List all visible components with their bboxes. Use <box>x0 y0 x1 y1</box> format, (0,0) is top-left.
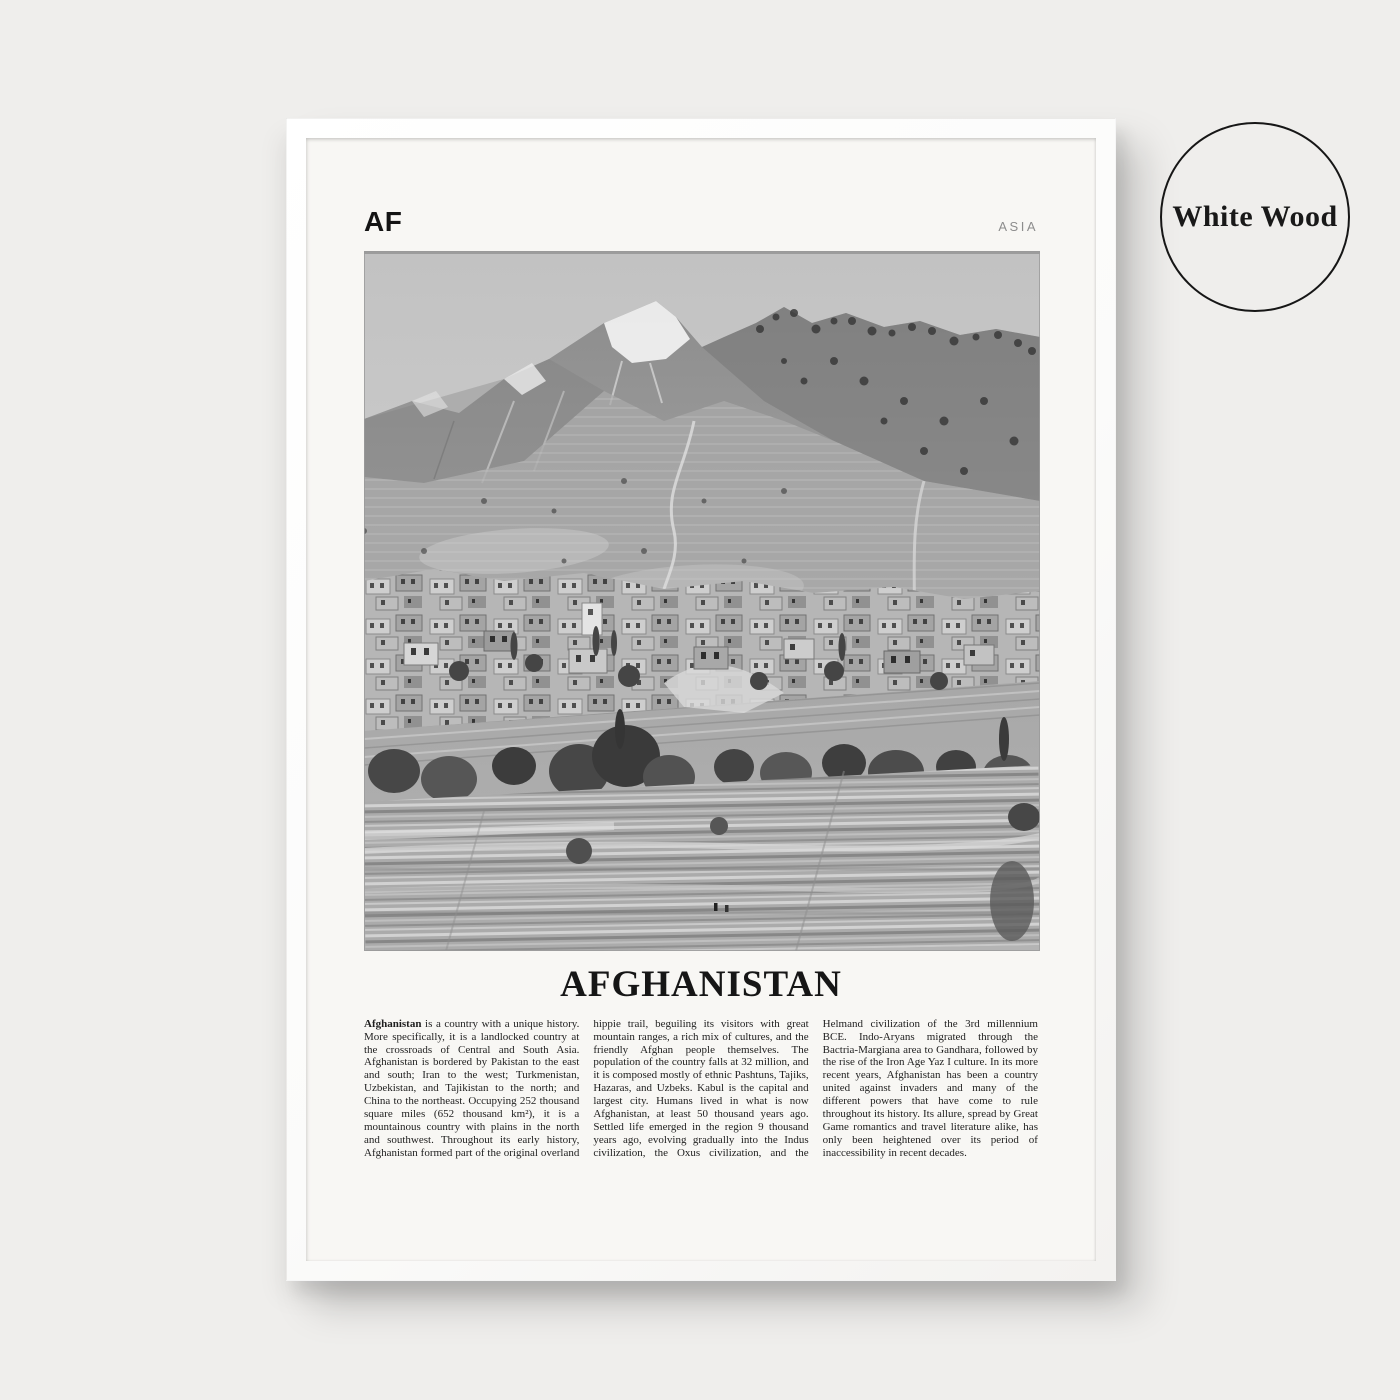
body-text: is a country with a unique history. More specifically, it is a landlocked country at the crossroads of Central and South Asia. Afghanistan is bordered by Pakistan to the east and south; Iran to the west; Turkmenistan, Uzbekistan, and Tajikistan to the north; and China to the northeast. Occupying 252 thousand square miles (652 thousand km²), it is a mountainous country with plains in the north and southwest. Throughout its early history, Afghanistan formed part of the original overland hippie trail, beguiling its visitors with great mountain ranges, a rich mix of cultures, and the friendly Afghan people themselves. The population of the country falls at 32 million, and it is composed mostly of ethnic Pashtuns, Tajiks, Hazaras, and Uzbeks. Kabul is the capital and largest city. Humans lived in what is now Afghanistan, at least 50 thousand years ago. Settled life emerged in the region 9 thousand years ago, evolving gradually into the Indus civilization, the Oxus civilization, and the Helmand civilization of the 3rd millennium BCE. Indo-Aryans migrated through the Bactria-Margiana area to Gandhara, followed by the rise of the Iron Age Yaz I culture. In its more recent years, Afghanistan has been a country united against invaders and many of the different powers that have come to rule throughout its history. Its allure, spread by Great Game romantics and travel literature alike, has only been heightened over its period of inaccessibility in recent decades. <box>364 1017 1038 1159</box>
region-label: ASIA <box>998 219 1038 234</box>
frame-style-badge <box>1160 122 1350 312</box>
country-code-label: AF <box>364 206 403 237</box>
poster-body-text <box>364 1018 1038 1160</box>
poster-frame <box>286 118 1116 1281</box>
poster-title: AFGHANISTAN <box>560 964 842 1005</box>
mountain-village-photo-illustration <box>364 251 1040 951</box>
country-photo <box>364 251 1040 951</box>
poster <box>306 138 1096 1261</box>
poster-header <box>364 204 1038 236</box>
frame-style-label: White Wood <box>1172 200 1338 233</box>
body-lead-word: Afghanistan <box>364 1017 422 1030</box>
